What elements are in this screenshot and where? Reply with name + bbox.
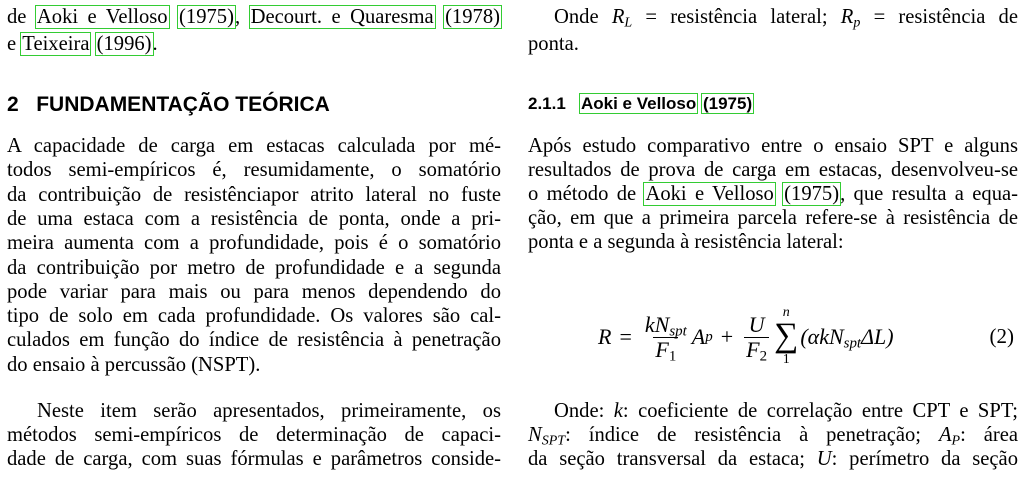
text-line: da contribuição de resistênciapor atrito lateral no fuste: [7, 183, 501, 206]
text-line: Após estudo comparativo entre o ensaio SPT e alguns: [528, 135, 1018, 157]
math-sub: L: [624, 15, 633, 31]
equation: R = $\frac{kN_{spt}}{F_1}$ A p + $\frac{U}{F_2}$ n ∑ 1 (αkN$_{spt}$ΔL): [598, 305, 894, 367]
fraction-numerator: U: [748, 311, 765, 337]
citation-year-link[interactable]: (1975): [784, 183, 840, 205]
math-sub: 1: [668, 348, 677, 365]
math-sub: spt: [843, 335, 862, 352]
equals-sign: =: [619, 324, 632, 349]
text-line: ção, em que a primeira parcela refere-se à resistência de: [528, 207, 1018, 229]
text-fragment: .: [152, 33, 158, 55]
text-line: [528, 423, 1018, 447]
math-sub: SPT: [541, 433, 566, 449]
text-line: métodos semi-empíricos de determinação de capaci-: [7, 424, 501, 446]
text-fragment: de: [7, 6, 36, 28]
math-sub: spt: [669, 323, 687, 340]
section-number: 2: [7, 93, 19, 116]
text-line: [528, 447, 1018, 471]
text-line: resultados de prova de carga em estacas, desenvolveu-se: [528, 159, 1018, 181]
citation-year-link[interactable]: (1978): [445, 6, 500, 28]
subsection-number: 2.1.1: [528, 94, 566, 113]
subsection-heading: [528, 94, 1018, 114]
text-line: dade de carga, com suas fórmulas e parâmetros conside-: [7, 448, 501, 470]
text-fragment: Onde: [554, 6, 612, 28]
text-fragment: o método de: [528, 183, 645, 205]
equation-number: (2): [989, 324, 1014, 348]
citation-year-link[interactable]: (1996): [96, 33, 152, 55]
text-fragment: : perímetro da seção: [831, 448, 1018, 470]
math-var: R: [611, 6, 625, 28]
citation-link[interactable]: Aoki e Velloso: [580, 94, 697, 113]
text-line: A capacidade de carga em estacas calculada por mé-: [7, 135, 501, 157]
math-fragment: ΔL): [861, 324, 894, 349]
text-line: da contribuição por metro de profundidade e a segunda: [7, 256, 501, 279]
plus-sign: +: [720, 324, 734, 349]
text-line: [7, 32, 501, 56]
sum-body: [800, 324, 893, 350]
text-fragment: : área: [960, 424, 1018, 446]
math-var: N: [528, 424, 542, 446]
citation-year-link[interactable]: (1975): [179, 6, 234, 28]
math-var: kN: [644, 311, 670, 337]
text-line: [554, 5, 1018, 29]
citation-year-link[interactable]: (1975): [702, 94, 753, 113]
citation-link[interactable]: Aoki e Velloso: [645, 183, 774, 205]
sum-lower-limit: 1: [782, 352, 790, 367]
text-line: ponta e a segunda à resistência lateral:: [528, 231, 844, 253]
text-line: [528, 182, 1018, 206]
text-fragment: : índice de resistência à penetração;: [565, 424, 939, 446]
text-line: todos semi-empíricos é, resumidamente, o somatório: [7, 159, 501, 182]
text-line: meira aumenta com a profundidade, pois é o somatório: [7, 232, 501, 255]
citation-link[interactable]: Decourt. e Quaresma: [250, 6, 434, 28]
text-fragment: Onde:: [554, 400, 614, 422]
fraction-denominator: [744, 336, 769, 365]
text-fragment: = resistência lateral;: [632, 6, 841, 28]
math-var: F: [655, 336, 669, 362]
text-line: de uma estaca com a resistência de ponta, onde a pri-: [7, 207, 501, 230]
fraction: [744, 311, 769, 365]
text-line: ponta.: [528, 33, 579, 55]
citation-link[interactable]: Aoki e Velloso: [36, 6, 168, 28]
math-sub: 2: [759, 348, 768, 365]
text-fragment: da seção transversal da estaca;: [528, 448, 817, 470]
text-fragment: e: [7, 33, 22, 55]
citation-link[interactable]: Teixeira: [22, 33, 90, 55]
text-fragment: , que resulta a equa-: [840, 183, 1018, 205]
text-line: [554, 399, 1018, 423]
math-fragment: (αkN: [800, 324, 844, 349]
text-line: culados em função do índice de resistência à penetração: [7, 329, 501, 352]
sigma-symbol: ∑: [774, 317, 799, 354]
section-heading: [7, 93, 501, 117]
text-line: pode variar para mais ou para menos dependendo do: [7, 280, 501, 303]
text-fragment: : coeficiente de correlação entre CPT e SPT;: [622, 400, 1018, 422]
math-var: U: [816, 448, 832, 470]
text-line: [7, 5, 501, 29]
math-sub: p: [853, 15, 861, 31]
text-line: do ensaio à percussão (NSPT).: [7, 353, 261, 376]
text-fragment: = resistência de: [860, 6, 1018, 28]
math-var: R: [840, 6, 854, 28]
sum-upper-limit: n: [782, 305, 790, 320]
text-line: tipo de solo em cada profundidade. Os valores são cal-: [7, 305, 501, 328]
equation-block: [528, 296, 1018, 378]
summation: [774, 306, 798, 368]
fraction: [643, 311, 689, 365]
equation-lhs: R: [598, 324, 612, 349]
math-sub: P: [951, 433, 961, 449]
math-var: A: [938, 424, 952, 446]
fraction-numerator: [643, 311, 689, 340]
text-line: Neste item serão apresentados, primeiramente, os: [37, 400, 501, 422]
text-fragment: ,: [234, 6, 250, 28]
math-var: F: [746, 336, 760, 362]
math-var: A: [691, 324, 706, 349]
section-title: FUNDAMENTAÇÃO TEÓRICA: [36, 93, 330, 116]
math-var: k: [613, 400, 623, 422]
fraction-denominator: [653, 336, 678, 365]
